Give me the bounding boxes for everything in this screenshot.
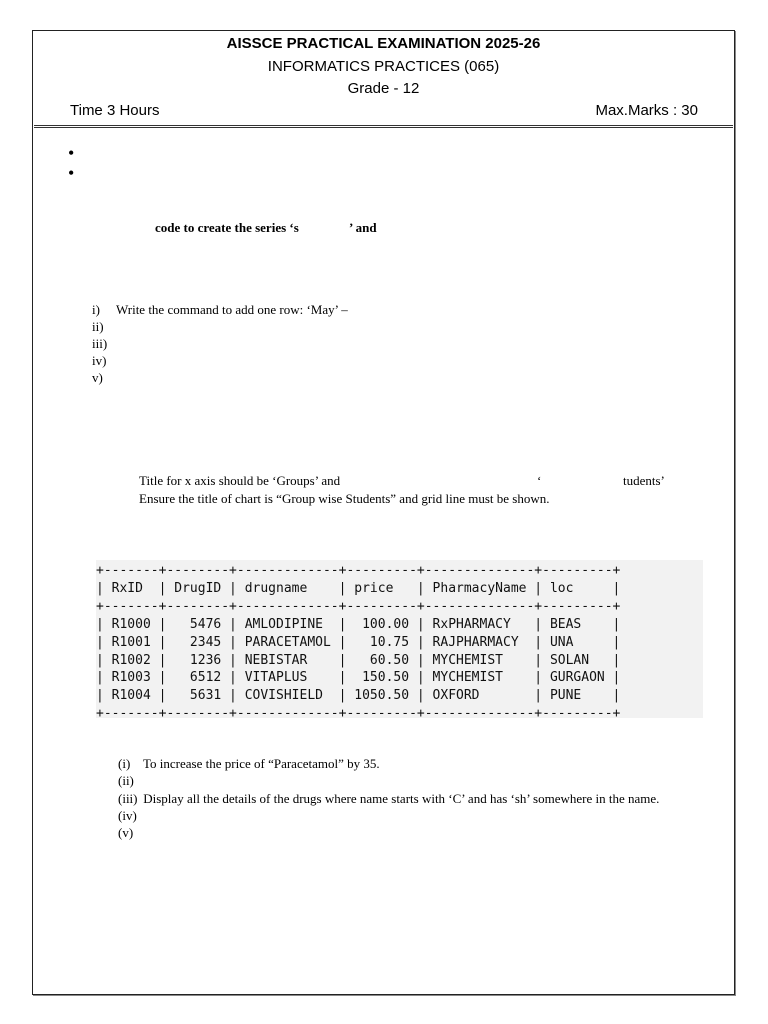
subject-title: INFORMATICS PRACTICES (065) [267, 58, 500, 75]
exam-title: AISSCE PRACTICAL EXAMINATION 2025-26 [226, 35, 541, 52]
chart-question-line1a: Title for x axis should be ‘Groups’ and [139, 473, 341, 488]
chart-question-line1b: ‘ [537, 473, 542, 488]
sql-subquestion-list [118, 755, 659, 841]
list-item: (ii) [118, 773, 134, 789]
list-item: (iv) [118, 807, 137, 823]
max-marks-label: Max.Marks : 30 [595, 102, 698, 119]
drug-table-text: +-------+--------+-------------+---------+--------------+---------+ | RxID | DrugID | drugname | price | PharmacyName | loc | +-------+--------+-------------+---------+--------------+---------+ | R1000 | 5476 | AMLODIPINE | 100.00 | RxPHARMACY | BEAS | | R1001 | 2345 | PARACETAMOL | 10.75 | RAJPHARMACY | UNA | | R1002 | 1236 | NEBISTAR | 60.50 | MYCHEMIST | SOLAN | | R1003 | 6512 | VITAPLUS | 150.50 | MYCHEMIST | GURGAON | | R1004 | 5631 | COVISHIELD | 1050.50 | OXFORD | PUNE | +-------+--------+-------------+---------+--------------+---------+ [96, 563, 621, 722]
list-item: i) Write the command to add one row: ‘May’ – [92, 302, 348, 317]
time-label: Time 3 Hours [70, 102, 160, 119]
list-item: (i) To increase the price of “Paracetamol” by 35. [118, 756, 380, 771]
series-subquestion-list [92, 301, 348, 386]
series-question-part2: ’ and [349, 220, 377, 235]
list-item: iii) [92, 336, 108, 351]
list-item: (iii) Display all the details of the drugs where name starts with ‘C’ and has ‘sh’ somewhere in the name. [118, 790, 660, 806]
header-divider [34, 125, 733, 128]
list-item: ii) [92, 319, 104, 334]
chart-question-line2: Ensure the title of chart is “Group wise Students” and grid line must be shown. [139, 491, 550, 506]
list-item: v) [92, 370, 103, 385]
drug-table-output [96, 560, 703, 722]
list-item: iv) [92, 353, 107, 368]
series-question-part1: code to create the series ‘s [155, 220, 299, 235]
grade-label: Grade - 12 [347, 80, 420, 97]
bullet-point: • [68, 163, 75, 183]
chart-question-line1c: tudents’ [623, 473, 665, 488]
list-item: (v) [118, 825, 134, 841]
page-border [32, 30, 735, 995]
bullet-point: • [68, 143, 75, 163]
